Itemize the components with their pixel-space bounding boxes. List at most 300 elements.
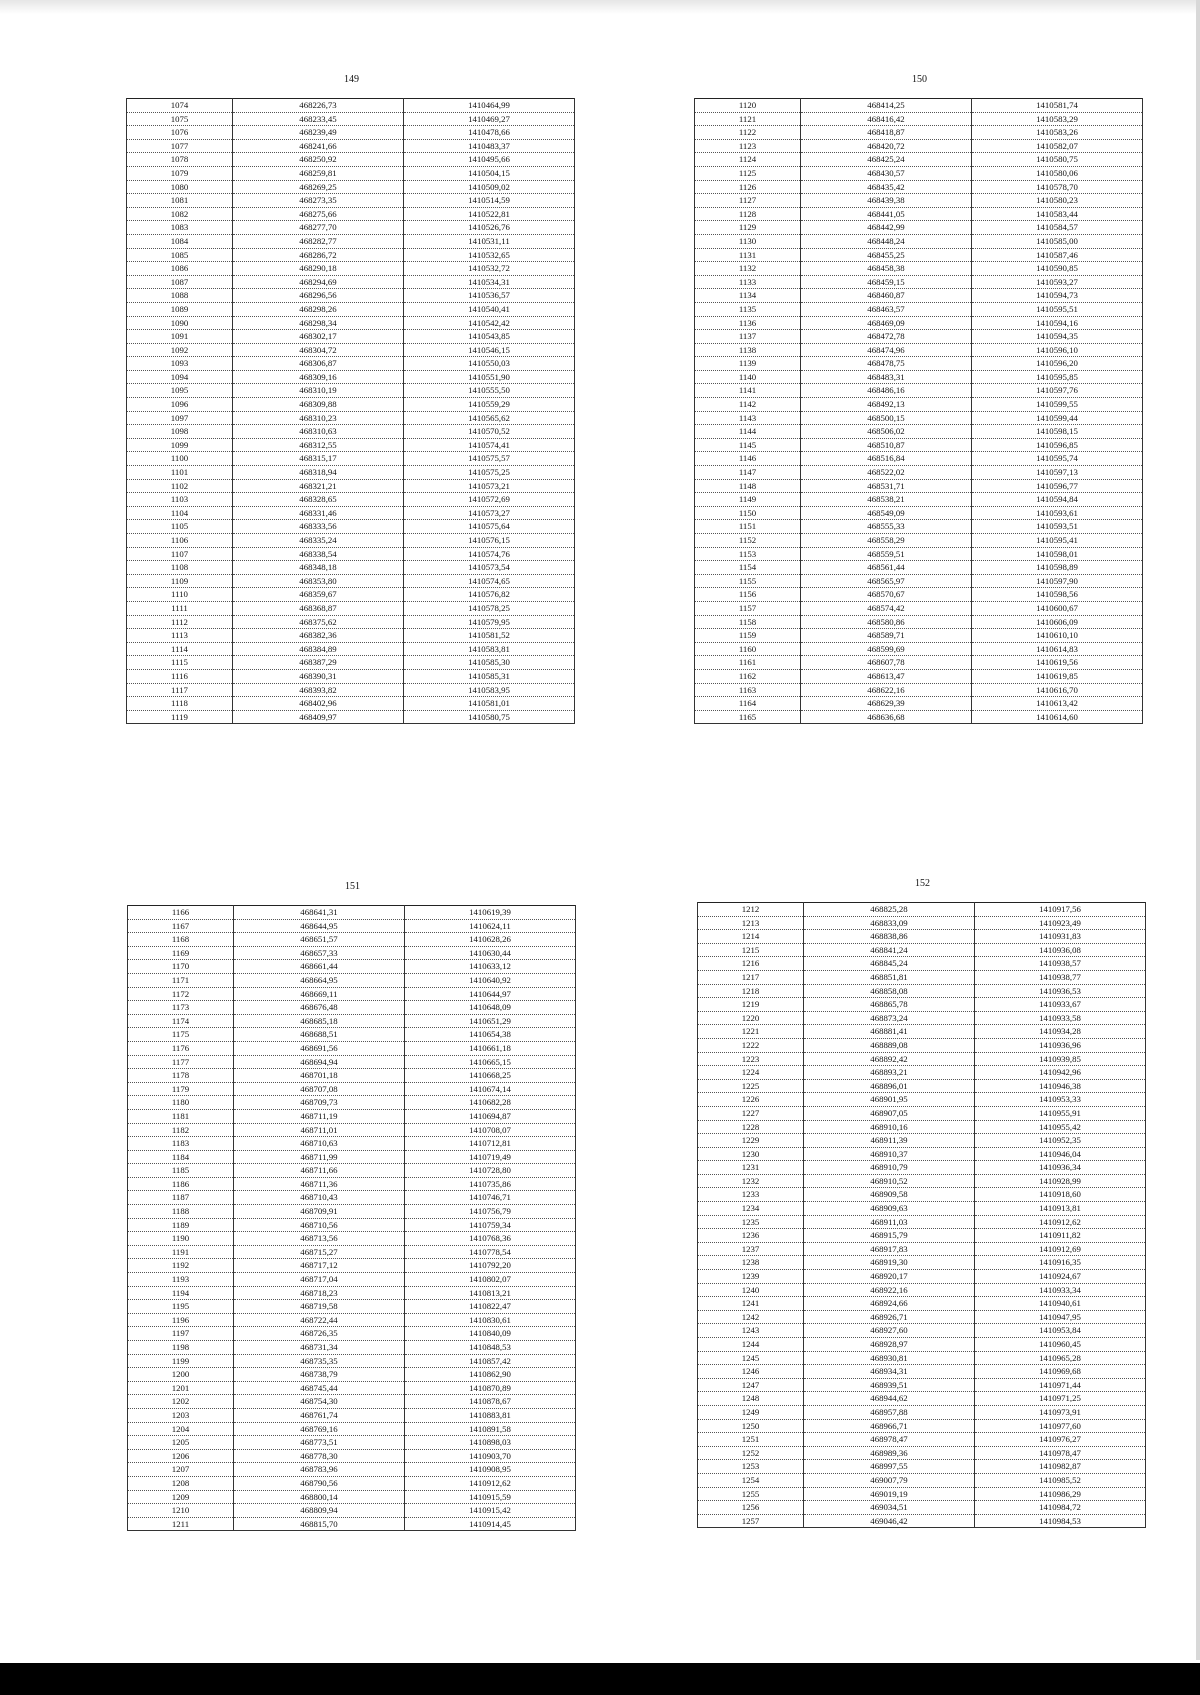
point-number-cell: 1204 [128,1422,234,1436]
x-coordinate-cell: 468531,71 [801,479,972,493]
x-coordinate-cell: 468425,24 [801,153,972,167]
x-coordinate-cell: 468559,51 [801,547,972,561]
y-coordinate-cell: 1410599,55 [972,398,1143,412]
x-coordinate-cell: 468384,89 [233,642,404,656]
point-number-cell: 1077 [127,139,233,153]
y-coordinate-cell: 1410908,95 [405,1463,576,1477]
x-coordinate-cell: 468920,17 [804,1270,975,1284]
x-coordinate-cell: 468420,72 [801,139,972,153]
table-row [695,452,1143,466]
point-number-cell: 1092 [127,343,233,357]
point-number-cell: 1133 [695,275,801,289]
y-coordinate-cell: 1410595,74 [972,452,1143,466]
x-coordinate-cell: 468282,77 [233,234,404,248]
point-number-cell: 1163 [695,683,801,697]
y-coordinate-cell: 1410960,45 [975,1338,1146,1352]
point-number-cell: 1110 [127,588,233,602]
point-number-cell: 1181 [128,1109,234,1123]
x-coordinate-cell: 468472,78 [801,330,972,344]
point-number-cell: 1252 [698,1446,804,1460]
table-row [698,916,1146,930]
x-coordinate-cell: 468318,94 [233,466,404,480]
table-row [695,615,1143,629]
x-coordinate-cell: 468580,86 [801,615,972,629]
x-coordinate-cell: 468483,31 [801,370,972,384]
x-coordinate-cell: 468711,66 [234,1164,405,1178]
table-row [128,1177,576,1191]
point-number-cell: 1152 [695,534,801,548]
x-coordinate-cell: 468382,36 [233,629,404,643]
page-number: 149 [344,74,359,85]
point-number-cell: 1226 [698,1093,804,1107]
point-number-cell: 1124 [695,153,801,167]
table-row [128,1381,576,1395]
x-coordinate-cell: 468664,95 [234,973,405,987]
y-coordinate-cell: 1410594,84 [972,493,1143,507]
y-coordinate-cell: 1410952,35 [975,1134,1146,1148]
point-number-cell: 1233 [698,1188,804,1202]
x-coordinate-cell: 468463,57 [801,302,972,316]
x-coordinate-cell: 468315,17 [233,452,404,466]
x-coordinate-cell: 468241,66 [233,139,404,153]
y-coordinate-cell: 1410984,72 [975,1501,1146,1515]
x-coordinate-cell: 468710,56 [234,1218,405,1232]
point-number-cell: 1149 [695,493,801,507]
table-row [698,1365,1146,1379]
table-row [128,1150,576,1164]
table-row [127,316,575,330]
point-number-cell: 1132 [695,262,801,276]
x-coordinate-cell: 468309,16 [233,370,404,384]
point-number-cell: 1084 [127,234,233,248]
x-coordinate-cell: 468312,55 [233,438,404,452]
x-coordinate-cell: 468911,39 [804,1134,975,1148]
y-coordinate-cell: 1410936,96 [975,1038,1146,1052]
table-row [127,425,575,439]
table-row [127,601,575,615]
point-number-cell: 1130 [695,234,801,248]
table-row [698,1229,1146,1243]
x-coordinate-cell: 468910,79 [804,1161,975,1175]
table-row [698,1134,1146,1148]
point-number-cell: 1144 [695,425,801,439]
y-coordinate-cell: 1410574,76 [404,547,575,561]
x-coordinate-cell: 468478,75 [801,357,972,371]
table-row [127,615,575,629]
y-coordinate-cell: 1410570,52 [404,425,575,439]
x-coordinate-cell: 468636,68 [801,710,972,724]
y-coordinate-cell: 1410536,57 [404,289,575,303]
table-row [695,343,1143,357]
y-coordinate-cell: 1410848,53 [405,1341,576,1355]
table-row [695,262,1143,276]
y-coordinate-cell: 1410590,85 [972,262,1143,276]
point-number-cell: 1213 [698,916,804,930]
point-number-cell: 1076 [127,126,233,140]
point-number-cell: 1080 [127,180,233,194]
table-row [698,1038,1146,1052]
y-coordinate-cell: 1410614,83 [972,642,1143,656]
table-row [698,1501,1146,1515]
table-row [698,1215,1146,1229]
table-row [698,1147,1146,1161]
x-coordinate-cell: 468661,44 [234,960,405,974]
y-coordinate-cell: 1410985,52 [975,1473,1146,1487]
table-row [127,207,575,221]
point-number-cell: 1224 [698,1066,804,1080]
point-number-cell: 1191 [128,1245,234,1259]
y-coordinate-cell: 1410595,85 [972,370,1143,384]
y-coordinate-cell: 1410694,87 [405,1109,576,1123]
table-row [698,1066,1146,1080]
x-coordinate-cell: 468298,34 [233,316,404,330]
point-number-cell: 1143 [695,411,801,425]
x-coordinate-cell: 468711,19 [234,1109,405,1123]
point-number-cell: 1178 [128,1069,234,1083]
x-coordinate-cell: 468865,78 [804,998,975,1012]
point-number-cell: 1183 [128,1137,234,1151]
x-coordinate-cell: 468924,66 [804,1297,975,1311]
point-number-cell: 1198 [128,1341,234,1355]
x-coordinate-cell: 468589,71 [801,629,972,643]
point-number-cell: 1196 [128,1313,234,1327]
y-coordinate-cell: 1410582,07 [972,139,1143,153]
table-row [127,221,575,235]
point-number-cell: 1111 [127,601,233,615]
y-coordinate-cell: 1410648,09 [405,1001,576,1015]
y-coordinate-cell: 1410616,70 [972,683,1143,697]
point-number-cell: 1240 [698,1283,804,1297]
table-row [695,547,1143,561]
table-row [128,906,576,920]
point-number-cell: 1210 [128,1504,234,1518]
table-row [128,1137,576,1151]
y-coordinate-cell: 1410633,12 [405,960,576,974]
coordinate-table-body [698,903,1146,1528]
x-coordinate-cell: 468910,52 [804,1174,975,1188]
y-coordinate-cell: 1410514,59 [404,194,575,208]
point-number-cell: 1162 [695,669,801,683]
x-coordinate-cell: 468500,15 [801,411,972,425]
table-row [128,1354,576,1368]
point-number-cell: 1131 [695,248,801,262]
y-coordinate-cell: 1410593,61 [972,506,1143,520]
y-coordinate-cell: 1410986,29 [975,1487,1146,1501]
x-coordinate-cell: 468613,47 [801,669,972,683]
y-coordinate-cell: 1410551,90 [404,370,575,384]
point-number-cell: 1134 [695,289,801,303]
y-coordinate-cell: 1410891,58 [405,1422,576,1436]
table-row [128,1232,576,1246]
point-number-cell: 1216 [698,957,804,971]
y-coordinate-cell: 1410746,71 [405,1191,576,1205]
point-number-cell: 1159 [695,629,801,643]
x-coordinate-cell: 468910,16 [804,1120,975,1134]
table-row [127,330,575,344]
point-number-cell: 1199 [128,1354,234,1368]
table-row [695,629,1143,643]
y-coordinate-cell: 1410565,62 [404,411,575,425]
x-coordinate-cell: 468845,24 [804,957,975,971]
x-coordinate-cell: 468522,02 [801,466,972,480]
point-number-cell: 1231 [698,1161,804,1175]
point-number-cell: 1157 [695,601,801,615]
table-row [698,930,1146,944]
x-coordinate-cell: 469046,42 [804,1514,975,1528]
x-coordinate-cell: 468294,69 [233,275,404,289]
point-number-cell: 1155 [695,574,801,588]
point-number-cell: 1128 [695,207,801,221]
table-row [698,1120,1146,1134]
x-coordinate-cell: 468455,25 [801,248,972,262]
x-coordinate-cell: 468997,55 [804,1460,975,1474]
table-row [698,1514,1146,1528]
y-coordinate-cell: 1410917,56 [975,903,1146,917]
y-coordinate-cell: 1410934,28 [975,1025,1146,1039]
point-number-cell: 1257 [698,1514,804,1528]
y-coordinate-cell: 1410719,49 [405,1150,576,1164]
x-coordinate-cell: 468881,41 [804,1025,975,1039]
table-row [128,1096,576,1110]
y-coordinate-cell: 1410624,11 [405,919,576,933]
coordinate-table-body [128,906,576,1531]
table-row [695,697,1143,711]
table-row [128,1082,576,1096]
point-number-cell: 1218 [698,984,804,998]
x-coordinate-cell: 468359,67 [233,588,404,602]
x-coordinate-cell: 468825,28 [804,903,975,917]
coordinate-table [126,98,575,724]
point-number-cell: 1243 [698,1324,804,1338]
x-coordinate-cell: 468711,36 [234,1177,405,1191]
y-coordinate-cell: 1410575,57 [404,452,575,466]
table-row [127,479,575,493]
point-number-cell: 1175 [128,1028,234,1042]
x-coordinate-cell: 468239,49 [233,126,404,140]
y-coordinate-cell: 1410903,70 [405,1449,576,1463]
x-coordinate-cell: 468710,43 [234,1191,405,1205]
table-row [695,330,1143,344]
point-number-cell: 1151 [695,520,801,534]
table-row [695,534,1143,548]
table-row [695,221,1143,235]
point-number-cell: 1225 [698,1079,804,1093]
y-coordinate-cell: 1410982,87 [975,1460,1146,1474]
table-row [128,1327,576,1341]
y-coordinate-cell: 1410540,41 [404,302,575,316]
point-number-cell: 1119 [127,710,233,724]
y-coordinate-cell: 1410583,29 [972,112,1143,126]
table-row [698,943,1146,957]
x-coordinate-cell: 468858,08 [804,984,975,998]
x-coordinate-cell: 468549,09 [801,506,972,520]
x-coordinate-cell: 468430,57 [801,166,972,180]
point-number-cell: 1234 [698,1202,804,1216]
y-coordinate-cell: 1410573,21 [404,479,575,493]
y-coordinate-cell: 1410581,52 [404,629,575,643]
y-coordinate-cell: 1410971,25 [975,1392,1146,1406]
y-coordinate-cell: 1410578,70 [972,180,1143,194]
y-coordinate-cell: 1410938,57 [975,957,1146,971]
y-coordinate-cell: 1410942,96 [975,1066,1146,1080]
x-coordinate-cell: 468599,69 [801,642,972,656]
table-row [695,234,1143,248]
table-row [128,1055,576,1069]
table-row [698,1392,1146,1406]
point-number-cell: 1208 [128,1476,234,1490]
x-coordinate-cell: 468833,09 [804,916,975,930]
table-row [695,574,1143,588]
point-number-cell: 1200 [128,1368,234,1382]
y-coordinate-cell: 1410593,27 [972,275,1143,289]
y-coordinate-cell: 1410580,75 [404,710,575,724]
point-number-cell: 1251 [698,1433,804,1447]
x-coordinate-cell: 468644,95 [234,919,405,933]
point-number-cell: 1239 [698,1270,804,1284]
table-row [128,1368,576,1382]
x-coordinate-cell: 468435,42 [801,180,972,194]
table-row [127,343,575,357]
table-row [695,112,1143,126]
x-coordinate-cell: 468707,08 [234,1082,405,1096]
point-number-cell: 1219 [698,998,804,1012]
x-coordinate-cell: 468691,56 [234,1041,405,1055]
table-row [128,1476,576,1490]
x-coordinate-cell: 468769,16 [234,1422,405,1436]
table-row [695,99,1143,113]
table-row [695,466,1143,480]
x-coordinate-cell: 468928,97 [804,1338,975,1352]
table-row [695,153,1143,167]
y-coordinate-cell: 1410504,15 [404,166,575,180]
y-coordinate-cell: 1410953,33 [975,1093,1146,1107]
x-coordinate-cell: 468250,92 [233,153,404,167]
x-coordinate-cell: 468676,48 [234,1001,405,1015]
x-coordinate-cell: 468233,45 [233,112,404,126]
point-number-cell: 1241 [698,1297,804,1311]
table-row [698,1324,1146,1338]
x-coordinate-cell: 468919,30 [804,1256,975,1270]
point-number-cell: 1197 [128,1327,234,1341]
x-coordinate-cell: 468565,97 [801,574,972,588]
point-number-cell: 1247 [698,1378,804,1392]
x-coordinate-cell: 468809,94 [234,1504,405,1518]
table-row [128,1408,576,1422]
point-number-cell: 1093 [127,357,233,371]
point-number-cell: 1090 [127,316,233,330]
table-row [695,384,1143,398]
x-coordinate-cell: 468414,25 [801,99,972,113]
y-coordinate-cell: 1410830,61 [405,1313,576,1327]
point-number-cell: 1106 [127,534,233,548]
point-number-cell: 1246 [698,1365,804,1379]
point-number-cell: 1078 [127,153,233,167]
y-coordinate-cell: 1410469,27 [404,112,575,126]
x-coordinate-cell: 468713,56 [234,1232,405,1246]
x-coordinate-cell: 468715,27 [234,1245,405,1259]
point-number-cell: 1136 [695,316,801,330]
x-coordinate-cell: 468917,83 [804,1242,975,1256]
table-row [695,302,1143,316]
table-row [695,683,1143,697]
coordinate-table [697,902,1146,1528]
point-number-cell: 1121 [695,112,801,126]
table-row [698,970,1146,984]
x-coordinate-cell: 468773,51 [234,1436,405,1450]
y-coordinate-cell: 1410756,79 [405,1205,576,1219]
table-row [698,1419,1146,1433]
table-row [127,506,575,520]
table-row [128,1028,576,1042]
y-coordinate-cell: 1410978,47 [975,1446,1146,1460]
x-coordinate-cell: 468393,82 [233,683,404,697]
y-coordinate-cell: 1410898,03 [405,1436,576,1450]
table-row [128,1449,576,1463]
point-number-cell: 1177 [128,1055,234,1069]
y-coordinate-cell: 1410478,66 [404,126,575,140]
y-coordinate-cell: 1410599,44 [972,411,1143,425]
point-number-cell: 1109 [127,574,233,588]
y-coordinate-cell: 1410969,68 [975,1365,1146,1379]
x-coordinate-cell: 468516,84 [801,452,972,466]
x-coordinate-cell: 468439,38 [801,194,972,208]
point-number-cell: 1201 [128,1381,234,1395]
table-row [695,669,1143,683]
y-coordinate-cell: 1410579,95 [404,615,575,629]
table-row [695,656,1143,670]
x-coordinate-cell: 468711,99 [234,1150,405,1164]
y-coordinate-cell: 1410574,41 [404,438,575,452]
x-coordinate-cell: 468338,54 [233,547,404,561]
point-number-cell: 1185 [128,1164,234,1178]
y-coordinate-cell: 1410668,25 [405,1069,576,1083]
x-coordinate-cell: 468738,79 [234,1368,405,1382]
point-number-cell: 1127 [695,194,801,208]
x-coordinate-cell: 468911,03 [804,1215,975,1229]
table-row [695,207,1143,221]
point-number-cell: 1153 [695,547,801,561]
table-row [698,1487,1146,1501]
table-row [128,1436,576,1450]
point-number-cell: 1129 [695,221,801,235]
table-row [127,398,575,412]
table-row [695,710,1143,724]
x-coordinate-cell: 468907,05 [804,1106,975,1120]
y-coordinate-cell: 1410464,99 [404,99,575,113]
point-number-cell: 1220 [698,1011,804,1025]
y-coordinate-cell: 1410596,10 [972,343,1143,357]
x-coordinate-cell: 468416,42 [801,112,972,126]
x-coordinate-cell: 468309,88 [233,398,404,412]
point-number-cell: 1081 [127,194,233,208]
x-coordinate-cell: 468460,87 [801,289,972,303]
point-number-cell: 1184 [128,1150,234,1164]
y-coordinate-cell: 1410674,14 [405,1082,576,1096]
y-coordinate-cell: 1410654,38 [405,1028,576,1042]
table-row [127,411,575,425]
y-coordinate-cell: 1410543,85 [404,330,575,344]
y-coordinate-cell: 1410574,65 [404,574,575,588]
x-coordinate-cell: 468934,31 [804,1365,975,1379]
point-number-cell: 1168 [128,933,234,947]
y-coordinate-cell: 1410840,09 [405,1327,576,1341]
x-coordinate-cell: 468892,42 [804,1052,975,1066]
y-coordinate-cell: 1410585,00 [972,234,1143,248]
table-row [127,262,575,276]
point-number-cell: 1154 [695,561,801,575]
point-number-cell: 1180 [128,1096,234,1110]
y-coordinate-cell: 1410600,67 [972,601,1143,615]
